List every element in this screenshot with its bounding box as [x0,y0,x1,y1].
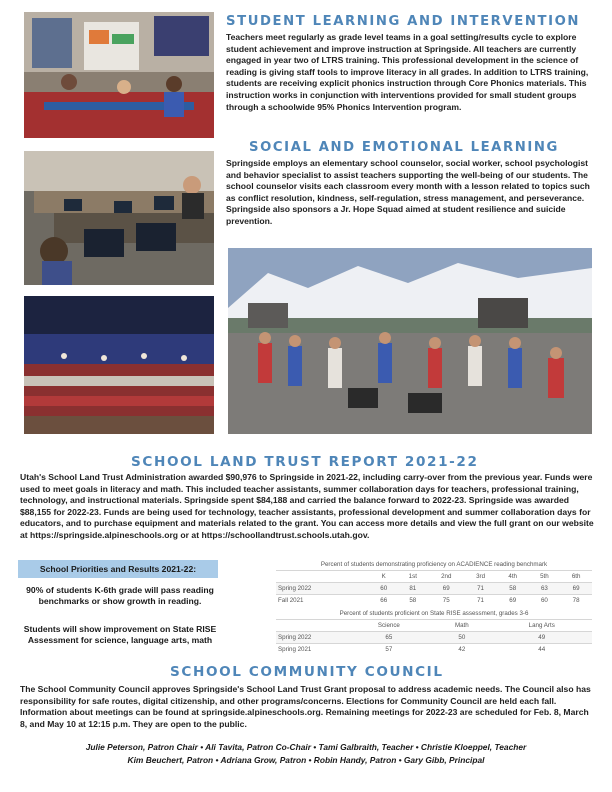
table-row [276,595,592,607]
computer-lab-photo [24,151,214,285]
table-cell: Fall 2021 [276,595,370,607]
social-body: Springside employs an elementary school counselor, social worker, school psychologist and behavior specialist to assist teachers supporting the well-being of our students. The school counselor visits each classroom every month with a lesson related to topics such as conflict resolution, kindness, self-regulation, stress management, and perseverance. Springside also sponsors a Jr. Hope Squad aimed at student resilience and suicide prevention. [226,158,590,226]
council-body: The School Community Council approves Springside's School Land Trust Grant proposal to address academic needs. The Council also has responsibility for safe routes, digital citizenship, and other programs/concerns. Elections for Community Council are held each fall. Information about meetings can be found at springside.alpineschools.org. Remaining meetings for 2022-23 are scheduled for Feb. 8, March 8, and May 10 at 12:15 p.m. They are open to the public. [20,684,591,729]
trust-body: Utah's School Land Trust Administration awarded $90,976 to Springside in 2021-22, including carry-over from the previous year. Funds were used to meet goals in literacy and math. This included teacher assistants, summer collaboration days for teachers, professional training, technology, and instructional materials. Springside spent $84,188 and carried the balance forward to 2022-23. Springside was awarded $88,155 for 2022-23. Funds are being used for technology, teacher assistants, professional development and summer collaboration days for educators, and to purchase equipment and materials related to the grant. You can access more details and view the full grant on our website at https://springside.alpineschools.org or at https://schoollandtrust.schools.utah.gov. [20,472,594,540]
table-header-row [276,571,592,583]
table-cell: 57 [346,644,433,656]
table-cell: 58 [497,583,529,595]
goal-reading: 90% of students K-6th grade will pass reading benchmarks or show growth in reading. [26,585,214,607]
table-cell: 60 [529,595,561,607]
table-header-cell [276,571,370,583]
table-cell: 71 [464,583,497,595]
table-cell: 69 [497,595,529,607]
table-cell: 49 [491,632,592,644]
table-cell: 69 [428,583,464,595]
learning-title: STUDENT LEARNING AND INTERVENTION [226,14,581,29]
social-title: SOCIAL AND EMOTIONAL LEARNING [249,140,559,155]
table-cell: 50 [432,632,491,644]
learning-body: Teachers meet regularly as grade level teams in a goal setting/results cycle to explore student achievement and improve instruction at Springside. All teachers are currently engaged in year two of LTRS training. This professional development in the science of reading is giving staff tools to improve literacy in all grades. In addition to LTRS training, students are receiving explicit phonics instruction through Core Phonics materials. This instruction works in conjunction with interventions provided for small student groups through a schoolwide 95% Phonics Intervention program. [226,32,589,112]
table-cell: 78 [560,595,592,607]
table-cell: 71 [464,595,497,607]
table-row [276,632,592,644]
acadience-table-block [276,561,592,606]
rise-table [276,619,592,655]
table-header-cell: Science [346,620,433,632]
table-cell: 42 [432,644,491,656]
table-cell: Spring 2022 [276,583,370,595]
table-header-cell: Math [432,620,491,632]
table-header-cell [276,620,346,632]
rise-table-block [276,610,592,655]
table-header-cell: 2nd [428,571,464,583]
table-row [276,644,592,656]
group-photo [228,248,592,434]
table-header-cell: 1st [397,571,428,583]
assembly-photo [24,296,214,434]
table-cell: 60 [370,583,397,595]
table-cell: Spring 2021 [276,644,346,656]
table-header-cell: 4th [497,571,529,583]
table-cell: Spring 2022 [276,632,346,644]
rise-caption: Percent of students proficient on State RISE assessment, grades 3-6 [339,610,529,617]
table-header-cell: 5th [529,571,561,583]
table-cell: 69 [560,583,592,595]
council-title: SCHOOL COMMUNITY COUNCIL [170,664,444,680]
table-cell: 75 [428,595,464,607]
council-members-line2: Kim Beuchert, Patron • Adriana Grow, Patron • Robin Handy, Patron • Gary Gibb, Principal [127,755,485,765]
table-cell: 66 [370,595,397,607]
table-cell: 63 [529,583,561,595]
priorities-title: School Priorities and Results 2021-22: [18,560,218,578]
goal-rise: Students will show improvement on State RISE Assessment for science, language arts, math [23,624,217,646]
table-cell: 44 [491,644,592,656]
table-header-row [276,620,592,632]
classroom-photo [24,12,214,138]
trust-title: SCHOOL LAND TRUST REPORT 2021-22 [131,454,479,470]
acadience-table [276,570,592,606]
acadience-caption: Percent of students demonstrating proficiency on ACADIENCE reading benchmark [320,561,548,568]
table-cell: 81 [397,583,428,595]
table-header-cell: 3rd [464,571,497,583]
table-header-cell: 6th [560,571,592,583]
council-members-line1: Julie Peterson, Patron Chair • Ali Tavita, Patron Co-Chair • Tami Galbraith, Teacher • Christie Kloeppel, Teacher [85,742,527,752]
table-cell: 65 [346,632,433,644]
table-cell: 58 [397,595,428,607]
table-header-cell: K [370,571,397,583]
table-row [276,583,592,595]
table-header-cell: Lang Arts [491,620,592,632]
